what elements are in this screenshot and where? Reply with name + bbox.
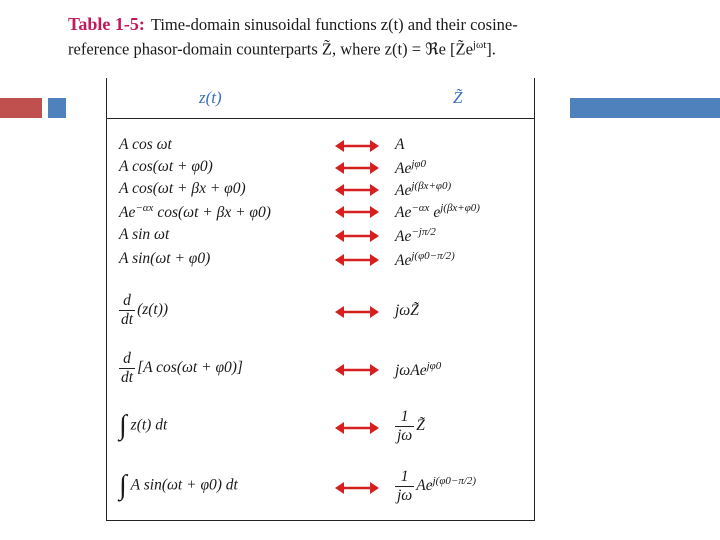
caption-line2-end: ]. (486, 39, 496, 59)
phasor-expr: $Ae^{-j\pi/2}$ (395, 226, 436, 246)
header-time-domain: z(t) (199, 88, 222, 107)
table-row (107, 226, 534, 248)
time-expr: A cos(ωt + φ0) (119, 158, 213, 175)
table-row (107, 350, 534, 390)
table-row (107, 292, 534, 332)
caption-line1-text: Time-domain sinusoidal functions z(t) and their cosine- (150, 15, 518, 34)
phasor-expr: jωZ̃ (395, 302, 419, 319)
phasor-expr: $Ae^{j(\beta x+\varphi 0)}$ (395, 180, 452, 200)
caption-line-1 (68, 14, 708, 35)
table-row (107, 158, 534, 180)
caption-line2-sup: jωt (472, 39, 487, 51)
time-expr: A cos ωt (119, 136, 172, 153)
time-expr: A sin ωt (119, 226, 170, 243)
time-expr: A cos(ωt + βx + φ0) (119, 180, 246, 197)
slide-accent-blue-bar-left (48, 98, 66, 118)
time-expr: A sin(ωt + φ0) (119, 250, 211, 267)
caption-label: Table 1-5: (68, 14, 145, 34)
double-arrow-icon (335, 139, 379, 153)
caption-line2-text: reference phasor-domain counterparts Z̃, where z(t) = ℜe [Z̃e (68, 39, 473, 59)
time-expr: $Ae^{-\alpha x}$ cos(ωt + βx + φ0) (119, 202, 271, 222)
table-row (107, 202, 534, 224)
table-row (107, 180, 534, 202)
phasor-expr: jωAe$^{j\varphi 0}$ (395, 360, 442, 380)
double-arrow-icon (335, 183, 379, 197)
double-arrow-icon (335, 481, 379, 495)
phasor-table (106, 78, 535, 521)
phasor-expr: $Ae^{j\varphi 0}$ (395, 158, 427, 178)
table-caption (68, 14, 708, 60)
header-phasor-domain: Z̃ (453, 88, 463, 107)
double-arrow-icon (335, 305, 379, 319)
double-arrow-icon (335, 253, 379, 267)
time-expr: ∫ A sin(ωt + φ0) dt (119, 470, 238, 501)
table-row (107, 468, 534, 508)
header-divider (107, 118, 534, 119)
phasor-expr: $\frac{1}{j\omega}$ Z̃ (397, 408, 425, 444)
slide-accent-blue-bar-right (570, 98, 720, 118)
time-expr: ∫ z(t) dt (119, 410, 168, 441)
caption-line-2 (68, 35, 708, 60)
phasor-expr: $\frac{1}{j\omega}$ $Ae^{j(\varphi 0-\pi/2)}$ (397, 468, 477, 504)
table-row (107, 250, 534, 272)
phasor-expr: A (395, 136, 405, 153)
slide-accent-red-bar (0, 98, 42, 118)
phasor-expr: $Ae^{-\alpha x}$ $e^{j(\beta x+\varphi 0)}$ (395, 202, 480, 222)
double-arrow-icon (335, 161, 379, 175)
table-row (107, 408, 534, 448)
phasor-expr: $Ae^{j(\varphi 0-\pi/2)}$ (395, 250, 455, 270)
double-arrow-icon (335, 363, 379, 377)
double-arrow-icon (335, 421, 379, 435)
double-arrow-icon (335, 229, 379, 243)
double-arrow-icon (335, 205, 379, 219)
time-expr: $\frac{d}{dt}$ [A cos(ωt + φ0)] (121, 350, 243, 386)
table-row (107, 136, 534, 158)
time-expr: $\frac{d}{dt}$ (z(t)) (121, 292, 169, 328)
